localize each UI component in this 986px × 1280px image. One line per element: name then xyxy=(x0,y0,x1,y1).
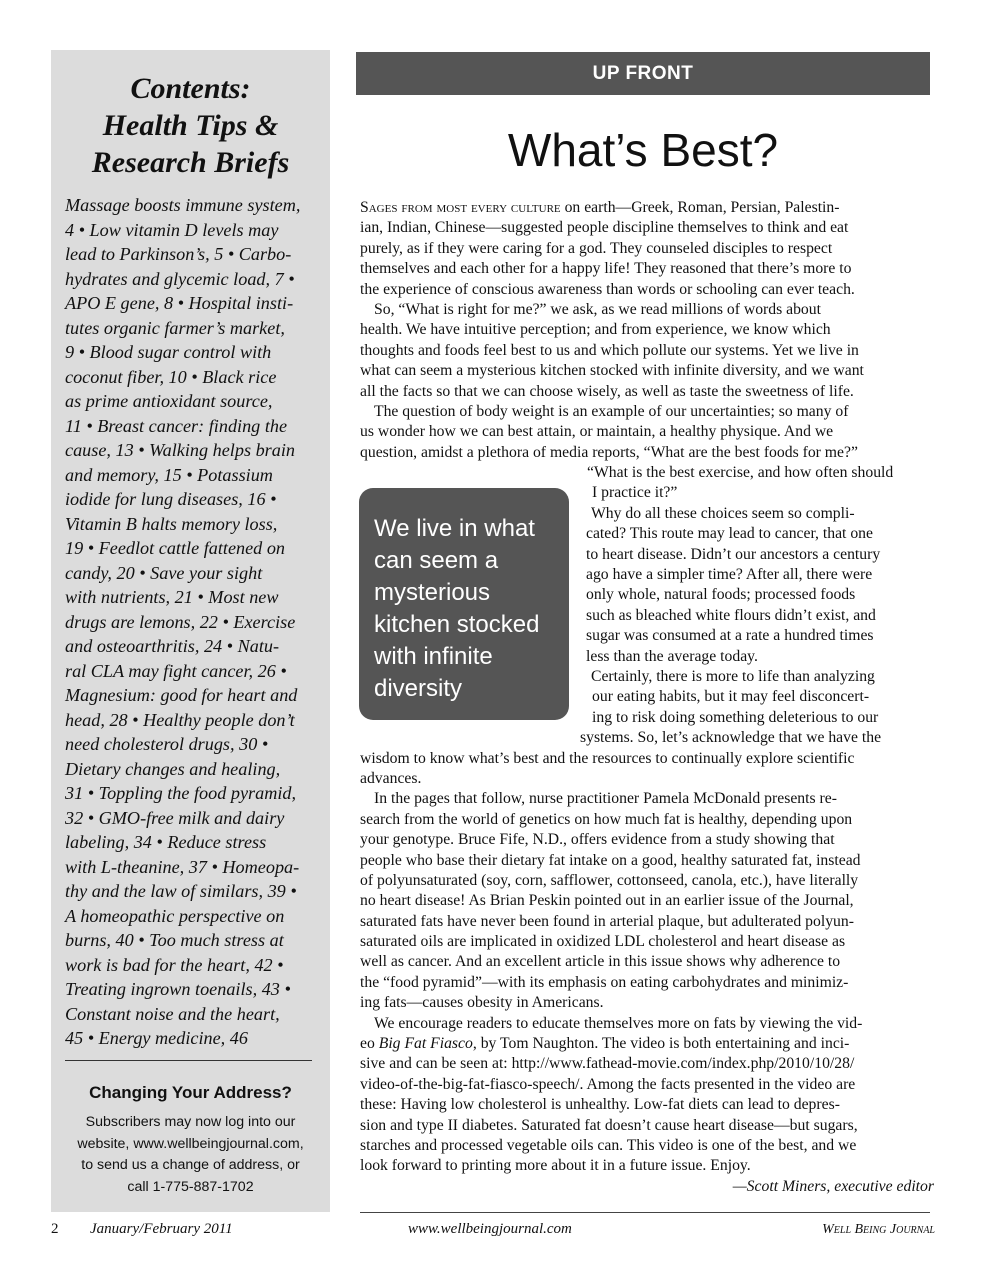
body-line: the “food pyramid”—with its emphasis on eating carbohydrates and minimiz- xyxy=(360,973,849,991)
contents-line: labeling, 34 • Reduce stress xyxy=(65,832,267,852)
body-line: video-of-the-big-fat-fiasco-speech/. Among the facts presented in the video are xyxy=(360,1075,856,1093)
contents-line: tutes organic farmer’s market, xyxy=(65,317,285,338)
body-line: only whole, natural foods; processed foods xyxy=(586,586,856,604)
contents-line: iodide for lung diseases, 16 • xyxy=(65,489,277,509)
contents-line: as prime antioxidant source, xyxy=(65,391,273,411)
body-line: search from the world of genetics on how much fat is healthy, depending upon xyxy=(360,810,853,828)
body-line: look forward to printing more about it in a future issue. Enjoy. xyxy=(360,1157,751,1175)
body-line: no heart disease! As Brian Peskin pointed out in an earlier issue of the Journal, xyxy=(360,892,854,910)
body-line-text: on earth—Greek, Roman, Persian, Palestin- xyxy=(560,199,840,216)
body-line: sugar was consumed at a rate a hundred times xyxy=(586,627,874,645)
contents-line: 4 • Low vitamin D levels may xyxy=(65,219,279,240)
body-line: starches and processed vegetable oils can. This video is one of the best, and we xyxy=(360,1136,857,1154)
body-line: So, “What is right for me?” we ask, as we read millions of words about xyxy=(374,300,821,318)
pull-quote-line: kitchen stocked xyxy=(374,611,540,638)
contents-line: with nutrients, 21 • Most new xyxy=(65,587,279,607)
contents-line: ral CLA may fight cancer, 26 • xyxy=(65,660,287,681)
body-line: “What is the best exercise, and how often should xyxy=(587,464,894,482)
journal-name: Well Being Journal xyxy=(822,1222,935,1237)
address-line: website, www.wellbeingjournal.com, xyxy=(77,1135,304,1152)
body-line: ing fats—causes obesity in Americans. xyxy=(360,994,604,1012)
contents-list xyxy=(65,193,327,1051)
sidebar-title-line: Health Tips & xyxy=(102,109,279,142)
contents-line: need cholesterol drugs, 30 • xyxy=(65,734,269,754)
contents-line: Constant noise and the heart, xyxy=(65,1003,280,1024)
body-line: In the pages that follow, nurse practitioner Pamela McDonald presents re- xyxy=(374,790,837,808)
pull-quote-line: with infinite xyxy=(374,643,493,670)
footer-url: www.wellbeingjournal.com xyxy=(408,1221,572,1237)
body-line: systems. So, let’s acknowledge that we have the xyxy=(580,729,882,747)
video-title: Big Fat Fiasco xyxy=(378,1035,473,1053)
issue-date: January/February 2011 xyxy=(90,1221,233,1237)
contents-line: with L-theanine, 37 • Homeopa- xyxy=(65,856,300,877)
sidebar-title-line: Contents: xyxy=(130,72,251,105)
body-line xyxy=(360,198,940,218)
pull-quote xyxy=(359,488,569,720)
contents-line: Magnesium: good for heart and xyxy=(65,685,298,705)
body-line: health. We have intuitive perception; and from experience, we know which xyxy=(360,321,831,339)
body-line: Why do all these choices seem so compli- xyxy=(591,504,855,522)
body-line: these: Having low cholesterol is unhealthy. Low-fat diets can lead to depres- xyxy=(360,1096,840,1114)
body-line: sive and can be seen at: http://www.fathead-movie.com/index.php/2010/10/28/ xyxy=(360,1055,855,1073)
contents-line: burns, 40 • Too much stress at xyxy=(65,930,284,950)
contents-line: head, 28 • Healthy people don’t xyxy=(65,709,295,730)
body-line: The question of body weight is an example of our uncertainties; so many of xyxy=(374,402,849,420)
contents-line: 45 • Energy medicine, 46 xyxy=(65,1028,248,1048)
contents-line: Vitamin B halts memory loss, xyxy=(65,513,278,534)
article-title: What’s Best? xyxy=(507,124,779,176)
sidebar-divider xyxy=(65,1060,312,1061)
contents-line: Dietary changes and healing, xyxy=(65,758,281,779)
body-line: Certainly, there is more to life than analyzing xyxy=(591,667,875,685)
pull-quote-line: can seem a xyxy=(374,547,499,574)
opening-smallcaps: Sages from most every culture xyxy=(360,199,561,216)
body-line: the experience of conscious awareness than words or schooling can ever teach. xyxy=(360,280,855,298)
address-change-title: Changing Your Address? xyxy=(89,1083,292,1102)
body-line: of polyunsaturated (soy, corn, safflower, cottonseed, canola, etc.), have literally xyxy=(360,871,859,889)
body-line: less than the average today. xyxy=(586,647,758,665)
body-line: wisdom to know what’s best and the resources to continually explore scientific xyxy=(360,749,855,767)
body-line: I practice it?” xyxy=(592,484,678,502)
address-line: Subscribers may now log into our xyxy=(85,1114,296,1130)
contents-line: and osteoarthritis, 24 • Natu- xyxy=(65,636,280,656)
author-signature: —Scott Miners, executive editor xyxy=(732,1177,934,1195)
pull-quote-line: diversity xyxy=(374,675,463,702)
body-line-text: , by Tom Naughton. The video is both entertaining and inci- xyxy=(472,1035,850,1053)
body-line: purely, as if they were caring for a god. They counseled disciples to respect xyxy=(360,239,833,257)
body-line: ago have a simpler time? After all, there were xyxy=(586,566,873,584)
contents-line: work is bad for the heart, 42 • xyxy=(65,954,284,975)
pull-quote-line: mysterious xyxy=(374,579,491,606)
body-line: such as bleached white flours didn’t exist, and xyxy=(586,606,876,624)
contents-line: A homeopathic perspective on xyxy=(65,905,285,926)
contents-line: hydrates and glycemic load, 7 • xyxy=(65,268,295,289)
footer-rule xyxy=(360,1212,930,1213)
address-change-body xyxy=(51,1112,330,1198)
body-line xyxy=(360,1034,940,1054)
contents-line: thy and the law of similars, 39 • xyxy=(65,881,297,901)
body-line: people who base their dietary fat intake on a good, healthy saturated fat, instead xyxy=(360,851,861,869)
body-line: saturated oils are implicated in oxidized LDL cholesterol and heart disease as xyxy=(360,933,846,951)
body-line: our eating habits, but it may feel disconcert- xyxy=(592,688,870,706)
body-line: question, amidst a plethora of media reports, “What are the best foods for me?” xyxy=(360,443,858,461)
body-line: your genotype. Bruce Fife, N.D., offers evidence from a study showing that xyxy=(360,831,835,849)
sidebar-title xyxy=(51,70,330,181)
body-line: thoughts and foods feel best to us and which pollute our systems. Yet we live in xyxy=(360,341,859,359)
body-line: cated? This route may lead to cancer, that one xyxy=(586,525,873,543)
body-line: saturated fats have never been found in arterial plaque, but adulterated polyun- xyxy=(360,912,854,930)
contents-line: lead to Parkinson’s, 5 • Carbo- xyxy=(65,244,292,264)
body-line: us wonder how we can best attain, or maintain, a healthy physique. And we xyxy=(360,423,834,441)
body-line: all the facts so that we can choose wisely, as well as taste the sweetness of life. xyxy=(360,382,854,400)
body-line: well as cancer. And an excellent article in this issue shows why adherence to xyxy=(360,953,841,971)
contents-line: drugs are lemons, 22 • Exercise xyxy=(65,611,296,632)
contents-line: and memory, 15 • Potassium xyxy=(65,464,273,485)
body-line: what can seem a mysterious kitchen stocked with infinite diversity, and we want xyxy=(360,362,864,380)
contents-line: candy, 20 • Save your sight xyxy=(65,562,263,583)
body-line: We encourage readers to educate themselves more on fats by viewing the vid- xyxy=(374,1014,863,1032)
contents-line: cause, 13 • Walking helps brain xyxy=(65,440,295,460)
body-line-text: eo xyxy=(360,1035,379,1053)
address-line: call 1-775-887-1702 xyxy=(127,1178,254,1195)
contents-line: coconut fiber, 10 • Black rice xyxy=(65,366,277,387)
body-line: sion and type II diabetes. Saturated fat doesn’t cause heart disease—but sugars, xyxy=(360,1116,858,1134)
contents-line: APO E gene, 8 • Hospital insti- xyxy=(65,293,294,313)
contents-line: 31 • Toppling the food pyramid, xyxy=(65,783,297,803)
contents-line: Treating ingrown toenails, 43 • xyxy=(65,979,291,999)
page-number: 2 xyxy=(51,1221,59,1237)
body-line: to heart disease. Didn’t our ancestors a century xyxy=(586,545,881,563)
body-line: advances. xyxy=(360,769,422,787)
contents-line: 11 • Breast cancer: finding the xyxy=(65,415,288,436)
address-line: to send us a change of address, or xyxy=(81,1157,300,1174)
sidebar-title-line: Research Briefs xyxy=(91,146,290,179)
pull-quote-line: We live in what xyxy=(374,515,535,542)
contents-line: 19 • Feedlot cattle fattened on xyxy=(65,538,286,558)
contents-line: 9 • Blood sugar control with xyxy=(65,342,272,362)
body-line: themselves and each other for a happy life! They reasoned that there’s more to xyxy=(360,260,852,278)
contents-line: 32 • GMO-free milk and dairy xyxy=(65,807,285,828)
body-line: ing to risk doing something deleterious to our xyxy=(592,708,879,726)
body-line: ian, Indian, Chinese—suggested people discipline themselves to think and eat xyxy=(360,219,849,237)
contents-line: Massage boosts immune system, xyxy=(65,195,301,215)
section-header: UP FRONT xyxy=(356,52,930,95)
contents-sidebar xyxy=(51,50,330,1212)
